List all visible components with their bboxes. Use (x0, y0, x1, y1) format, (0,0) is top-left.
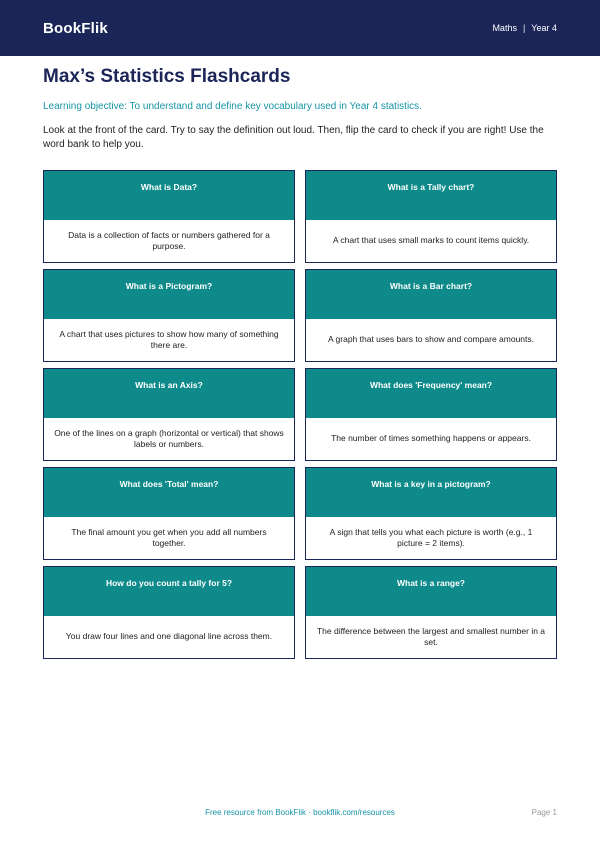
flashcard-answer (44, 319, 294, 361)
flashcard[interactable] (43, 368, 295, 461)
flashcard-question: What is a Tally chart? (306, 171, 556, 220)
flashcard-grid (43, 170, 557, 659)
flashcard-answer-text: The final amount you get when you add all numbers together. (71, 526, 267, 548)
flashcard-question: What does 'Frequency' mean? (306, 369, 556, 418)
flashcard-question: What is Data? (44, 171, 294, 220)
header-bar (0, 0, 600, 56)
footer-resource-link[interactable]: Free resource from BookFlik · bookflik.com/resources (205, 808, 395, 817)
page-number: Page 1 (531, 808, 557, 817)
flashcard-answer (306, 616, 556, 658)
flashcard[interactable] (43, 170, 295, 263)
breadcrumb-separator: | (522, 23, 526, 33)
flashcard[interactable] (305, 566, 557, 659)
flashcard-answer-text: One of the lines on a graph (horizontal or vertical) that shows labels or numbers. (54, 427, 284, 449)
flashcard-answer-text: A sign that tells you what each picture is worth (e.g., 1 picture = 2 items). (329, 526, 533, 548)
learning-objective: Learning objective: To understand and define key vocabulary used in Year 4 statistics. (43, 101, 422, 112)
flashcard-question: What is a Bar chart? (306, 270, 556, 319)
flashcard-answer (44, 418, 294, 460)
breadcrumb (492, 23, 557, 33)
flashcard[interactable] (305, 269, 557, 362)
flashcard-answer-text: A graph that uses bars to show and compare amounts. (327, 334, 534, 345)
flashcard-question: What is an Axis? (44, 369, 294, 418)
breadcrumb-subject[interactable]: Maths (492, 23, 517, 33)
flashcard[interactable] (305, 467, 557, 560)
flashcard-answer-text: A chart that uses small marks to count items quickly. (332, 235, 530, 246)
flashcard[interactable] (43, 467, 295, 560)
flashcard-answer-text: The number of times something happens or appears. (331, 433, 531, 444)
flashcard-answer-text: The difference between the largest and smallest number in a set. (316, 625, 546, 647)
flashcard-question: What is a key in a pictogram? (306, 468, 556, 517)
flashcard-answer (44, 220, 294, 262)
flashcard-answer (44, 517, 294, 559)
flashcard-answer-text: A chart that uses pictures to show how many of something there are. (59, 328, 279, 350)
flashcard-answer (44, 616, 294, 658)
flashcard[interactable] (305, 368, 557, 461)
flashcard[interactable] (43, 566, 295, 659)
flashcard-answer (306, 517, 556, 559)
flashcard-answer-text: Data is a collection of facts or numbers gathered for a purpose. (68, 229, 270, 251)
flashcard-question: How do you count a tally for 5? (44, 567, 294, 616)
breadcrumb-year[interactable]: Year 4 (531, 23, 557, 33)
flashcard[interactable] (43, 269, 295, 362)
page-title: Max’s Statistics Flashcards (43, 66, 291, 87)
brand-logo[interactable]: BookFlik (43, 19, 108, 37)
flashcard-question: What is a range? (306, 567, 556, 616)
flashcard-question: What does 'Total' mean? (44, 468, 294, 517)
flashcard-answer (306, 319, 556, 361)
instructions: Look at the front of the card. Try to say the definition out loud. Then, flip the card to check if you are right! Use the word bank to help you. (43, 125, 544, 150)
flashcard-answer (306, 418, 556, 460)
flashcard-answer (306, 220, 556, 262)
flashcard-question: What is a Pictogram? (44, 270, 294, 319)
flashcard[interactable] (305, 170, 557, 263)
flashcard-answer-text: You draw four lines and one diagonal line across them. (65, 631, 273, 642)
